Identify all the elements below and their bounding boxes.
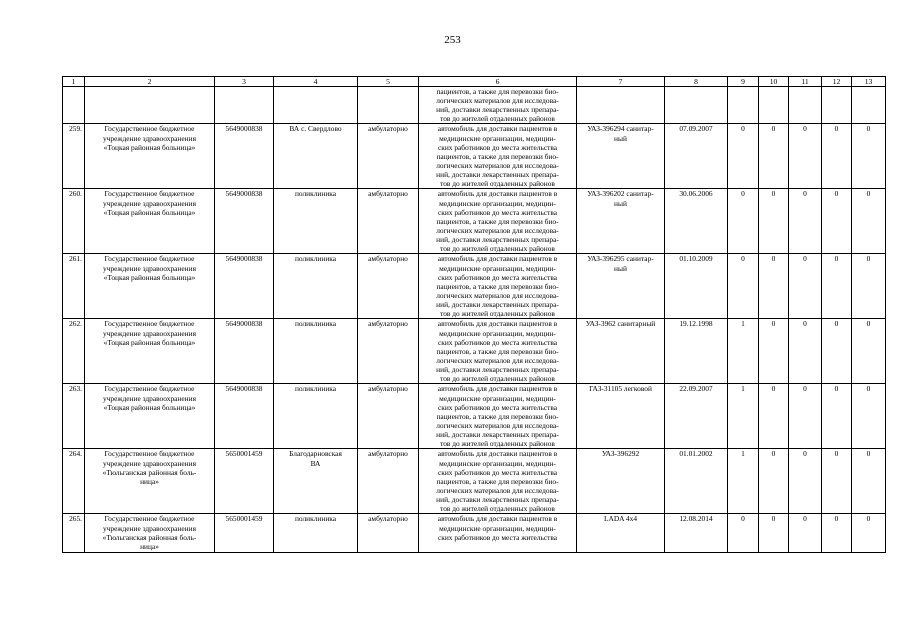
count-cell: 0 — [759, 254, 789, 319]
table-row — [63, 449, 886, 514]
column-number: 2 — [85, 77, 215, 87]
subdivision-cell: Благодарновская ВА — [274, 449, 358, 514]
vehicle-cell: LADA 4x4 — [577, 514, 665, 553]
count-cell: 0 — [822, 514, 852, 553]
empty-cell — [665, 87, 728, 124]
count-cell: 0 — [759, 189, 789, 254]
date-cell: 01.10.2009 — [665, 254, 728, 319]
table-row — [63, 189, 886, 254]
column-number: 8 — [665, 77, 728, 87]
inn-cell: 5649000838 — [215, 254, 274, 319]
column-number: 4 — [274, 77, 358, 87]
count-cell: 0 — [728, 514, 759, 553]
vehicle-cell: УАЗ-396202 санитар- ный — [577, 189, 665, 254]
date-cell: 19.12.1998 — [665, 319, 728, 384]
row-number-cell: 262. — [63, 319, 85, 384]
care-form-cell: амбулаторно — [358, 384, 419, 449]
table-row — [63, 124, 886, 189]
date-cell: 12.08.2014 — [665, 514, 728, 553]
care-form-cell: амбулаторно — [358, 124, 419, 189]
institution-cell: Государственное бюджетное учреждение здравоохранения «Тоцкая районная больница» — [85, 384, 215, 449]
column-number: 1 — [63, 77, 85, 87]
count-cell: 0 — [789, 514, 822, 553]
count-cell: 1 — [728, 384, 759, 449]
vehicle-cell: УАЗ-396294 санитар- ный — [577, 124, 665, 189]
institution-cell: Государственное бюджетное учреждение здравоохранения «Тоцкая районная больница» — [85, 124, 215, 189]
count-cell: 0 — [822, 189, 852, 254]
vehicle-cell: ГАЗ-31105 легковой — [577, 384, 665, 449]
inn-cell: 5649000838 — [215, 189, 274, 254]
count-cell: 0 — [852, 514, 886, 553]
date-cell: 01.01.2002 — [665, 449, 728, 514]
subdivision-cell: поликлиника — [274, 384, 358, 449]
subdivision-cell: ВА с. Свердлово — [274, 124, 358, 189]
count-cell: 0 — [822, 124, 852, 189]
empty-cell — [822, 87, 852, 124]
column-number-row — [63, 77, 886, 87]
count-cell: 0 — [822, 254, 852, 319]
row-number-cell: 264. — [63, 449, 85, 514]
vehicle-cell: УАЗ-3962 санитарный — [577, 319, 665, 384]
empty-cell — [358, 87, 419, 124]
empty-cell — [63, 87, 85, 124]
inn-cell: 5650001459 — [215, 449, 274, 514]
empty-cell — [852, 87, 886, 124]
inn-cell: 5649000838 — [215, 124, 274, 189]
institution-cell: Государственное бюджетное учреждение здравоохранения «Тоцкая районная больница» — [85, 254, 215, 319]
institution-cell: Государственное бюджетное учреждение здравоохранения «Тюльганская районная боль- ница» — [85, 514, 215, 553]
count-cell: 0 — [822, 319, 852, 384]
subdivision-cell: поликлиника — [274, 189, 358, 254]
count-cell: 0 — [759, 514, 789, 553]
count-cell: 0 — [759, 384, 789, 449]
care-form-cell: амбулаторно — [358, 189, 419, 254]
count-cell: 0 — [789, 384, 822, 449]
column-number: 9 — [728, 77, 759, 87]
institution-cell: Государственное бюджетное учреждение здравоохранения «Тоцкая районная больница» — [85, 319, 215, 384]
institution-cell: Государственное бюджетное учреждение здравоохранения «Тюльганская районная боль- ница» — [85, 449, 215, 514]
count-cell: 0 — [759, 449, 789, 514]
empty-cell — [728, 87, 759, 124]
record-rows — [63, 124, 886, 553]
subdivision-cell: поликлиника — [274, 319, 358, 384]
column-number: 12 — [822, 77, 852, 87]
count-cell: 0 — [759, 124, 789, 189]
empty-cell — [577, 87, 665, 124]
table-row — [63, 384, 886, 449]
purpose-cell: автомобиль для доставки пациентов в медицинские организации, медицин- ских работников до места жительства — [419, 514, 577, 553]
date-cell: 22.09.2007 — [665, 384, 728, 449]
table-row — [63, 319, 886, 384]
purpose-cell: автомобиль для доставки пациентов в медицинские организации, медицин- ских работников до места жительства пациентов, а также для перевозки био- логических материалов для исследова- ний, доставки лекарственных препара- тов до жителей отдаленных районов — [419, 124, 577, 189]
empty-cell — [215, 87, 274, 124]
count-cell: 0 — [789, 449, 822, 514]
care-form-cell: амбулаторно — [358, 319, 419, 384]
row-number-cell: 265. — [63, 514, 85, 553]
row-number-cell: 263. — [63, 384, 85, 449]
page-number: 253 — [444, 34, 461, 46]
count-cell: 1 — [728, 319, 759, 384]
count-cell: 1 — [728, 449, 759, 514]
vehicle-cell: УАЗ-396292 — [577, 449, 665, 514]
column-number: 11 — [789, 77, 822, 87]
empty-cell — [274, 87, 358, 124]
care-form-cell: амбулаторно — [358, 514, 419, 553]
count-cell: 0 — [822, 449, 852, 514]
count-cell: 0 — [789, 319, 822, 384]
care-form-cell: амбулаторно — [358, 449, 419, 514]
count-cell: 0 — [852, 449, 886, 514]
vehicle-cell: УАЗ-396295 санитар- ный — [577, 254, 665, 319]
count-cell: 0 — [759, 319, 789, 384]
count-cell: 0 — [852, 189, 886, 254]
inn-cell: 5650001459 — [215, 514, 274, 553]
subdivision-cell: поликлиника — [274, 254, 358, 319]
count-cell: 0 — [789, 124, 822, 189]
column-number: 5 — [358, 77, 419, 87]
count-cell: 0 — [852, 254, 886, 319]
row-number-cell: 259. — [63, 124, 85, 189]
vehicle-register-table — [62, 76, 886, 553]
count-cell: 0 — [852, 384, 886, 449]
column-number: 10 — [759, 77, 789, 87]
subdivision-cell: поликлиника — [274, 514, 358, 553]
empty-cell — [85, 87, 215, 124]
care-form-cell: амбулаторно — [358, 254, 419, 319]
count-cell: 0 — [728, 124, 759, 189]
purpose-cell: пациентов, а также для перевозки био- логических материалов для исследова- ний, доставки лекарственных препара- тов до жителей отдаленных районов — [419, 87, 577, 124]
purpose-cell: автомобиль для доставки пациентов в медицинские организации, медицин- ских работников до места жительства пациентов, а также для перевозки био- логических материалов для исследова- ний, доставки лекарственных препара- тов до жителей отдаленных районов — [419, 449, 577, 514]
count-cell: 0 — [728, 254, 759, 319]
count-cell: 0 — [789, 254, 822, 319]
continuation-row — [63, 87, 886, 124]
purpose-cell: автомобиль для доставки пациентов в медицинские организации, медицин- ских работников до места жительства пациентов, а также для перевозки био- логических материалов для исследова- ний, доставки лекарственных препара- тов до жителей отдаленных районов — [419, 384, 577, 449]
empty-cell — [789, 87, 822, 124]
count-cell: 0 — [728, 189, 759, 254]
inn-cell: 5649000838 — [215, 384, 274, 449]
table-row — [63, 514, 886, 553]
count-cell: 0 — [852, 319, 886, 384]
row-number-cell: 260. — [63, 189, 85, 254]
purpose-cell: автомобиль для доставки пациентов в медицинские организации, медицин- ских работников до места жительства пациентов, а также для перевозки био- логических материалов для исследова- ний, доставки лекарственных препара- тов до жителей отдаленных районов — [419, 319, 577, 384]
count-cell: 0 — [789, 189, 822, 254]
institution-cell: Государственное бюджетное учреждение здравоохранения «Тоцкая районная больница» — [85, 189, 215, 254]
inn-cell: 5649000838 — [215, 319, 274, 384]
purpose-cell: автомобиль для доставки пациентов в медицинские организации, медицин- ских работников до места жительства пациентов, а также для перевозки био- логических материалов для исследова- ний, доставки лекарственных препара- тов до жителей отдаленных районов — [419, 189, 577, 254]
date-cell: 07.09.2007 — [665, 124, 728, 189]
empty-cell — [759, 87, 789, 124]
column-number: 7 — [577, 77, 665, 87]
column-number: 13 — [852, 77, 886, 87]
count-cell: 0 — [822, 384, 852, 449]
table-row — [63, 254, 886, 319]
column-number: 6 — [419, 77, 577, 87]
row-number-cell: 261. — [63, 254, 85, 319]
column-number: 3 — [215, 77, 274, 87]
date-cell: 30.06.2006 — [665, 189, 728, 254]
purpose-cell: автомобиль для доставки пациентов в медицинские организации, медицин- ских работников до места жительства пациентов, а также для перевозки био- логических материалов для исследова- ний, доставки лекарственных препара- тов до жителей отдаленных районов — [419, 254, 577, 319]
count-cell: 0 — [852, 124, 886, 189]
